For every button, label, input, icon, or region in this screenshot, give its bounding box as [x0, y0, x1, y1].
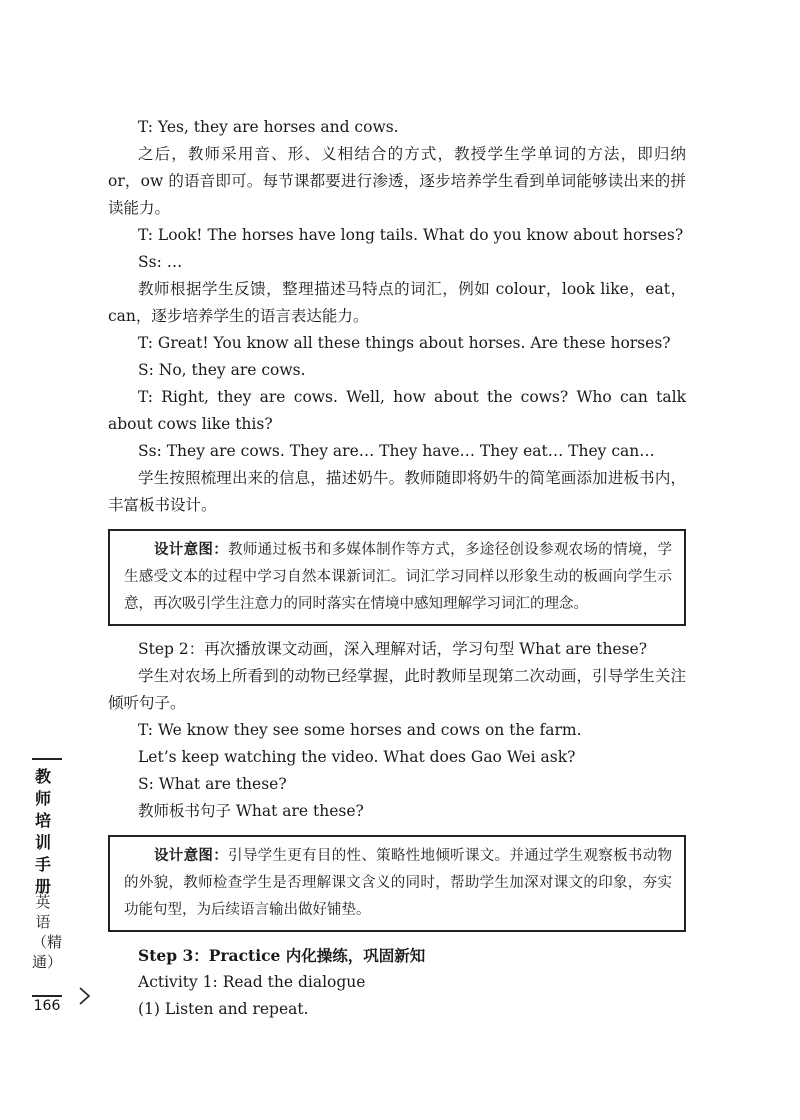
body-paragraph: 教师板书句子 What are these?: [138, 802, 364, 820]
page-number: 166: [33, 998, 61, 1014]
page-content: [108, 114, 686, 1023]
dialogue-line: S: No, they are cows.: [138, 361, 306, 379]
design-intent-body: 引导学生更有目的性、策略性地倾听课文。并通过学生观察板书动物的外貌，教师检查学生是否理解课文含义的同时，帮助学生加深对课文的印象，夯实功能句型，为后续语言输出做好铺垫。: [124, 848, 672, 918]
design-intent-text: [124, 537, 672, 618]
sidebar-book-title: 教师培训手册: [34, 767, 51, 896]
body-paragraph: 之后，教师采用音、形、义相结合的方式，教授学生学单词的方法，即归纳 or，ow 的语音即可。每节课都要进行渗透，逐步培养学生看到单词能够读出来的拼读能力。: [108, 145, 686, 217]
dialogue-line: T: Right, they are cows. Well, how about the cows? Who can talk about cows like this?: [108, 388, 686, 433]
activity-item: (1) Listen and repeat.: [138, 1000, 309, 1018]
dialogue-line: T: Look! The horses have long tails. What do you know about horses?: [138, 226, 684, 244]
design-intent-box: [108, 835, 686, 932]
dialogue-line: T: Yes, they are horses and cows.: [138, 118, 399, 136]
chevron-right-icon: [78, 986, 92, 1006]
dialogue-line: Ss: …: [138, 253, 183, 271]
design-intent-text: [124, 843, 672, 924]
sidebar-book-subtitle: 英语（精通）: [32, 893, 63, 971]
dialogue-line: T: Great! You know all these things about horses. Are these horses?: [138, 334, 671, 352]
dialogue-line: Ss: They are cows. They are… They have… They eat… They can…: [138, 442, 655, 460]
design-intent-label: 设计意图：: [154, 848, 229, 864]
sidebar-top-rule: [32, 758, 62, 760]
dialogue-line: S: What are these?: [138, 775, 287, 793]
design-intent-box: [108, 529, 686, 626]
sidebar-bottom-rule: [32, 995, 62, 997]
design-intent-body: 教师通过板书和多媒体制作等方式，多途径创设参观农场的情境，学生感受文本的过程中学习自然本课新词汇。词汇学习同样以形象生动的板画向学生示意，再次吸引学生注意力的同时落实在情境中感知理解学习词汇的理念。: [124, 542, 672, 612]
body-paragraph: 学生对农场上所看到的动物已经掌握，此时教师呈现第二次动画，引导学生关注倾听句子。: [108, 667, 686, 712]
step-heading: Step 3：Practice 内化操练，巩固新知: [138, 946, 426, 965]
body-paragraph: 教师根据学生反馈，整理描述马特点的词汇，例如 colour，look like，eat，can，逐步培养学生的语言表达能力。: [108, 280, 686, 325]
body-paragraph: 学生按照梳理出来的信息，描述奶牛。教师随即将奶牛的简笔画添加进板书内，丰富板书设计。: [108, 469, 686, 514]
activity-heading: Activity 1: Read the dialogue: [138, 973, 366, 991]
dialogue-line: T: We know they see some horses and cows on the farm.: [138, 721, 582, 739]
step-heading: Step 2：再次播放课文动画，深入理解对话，学习句型 What are these?: [138, 640, 648, 658]
design-intent-label: 设计意图：: [154, 542, 229, 558]
dialogue-line: Let’s keep watching the video. What does Gao Wei ask?: [138, 748, 576, 766]
